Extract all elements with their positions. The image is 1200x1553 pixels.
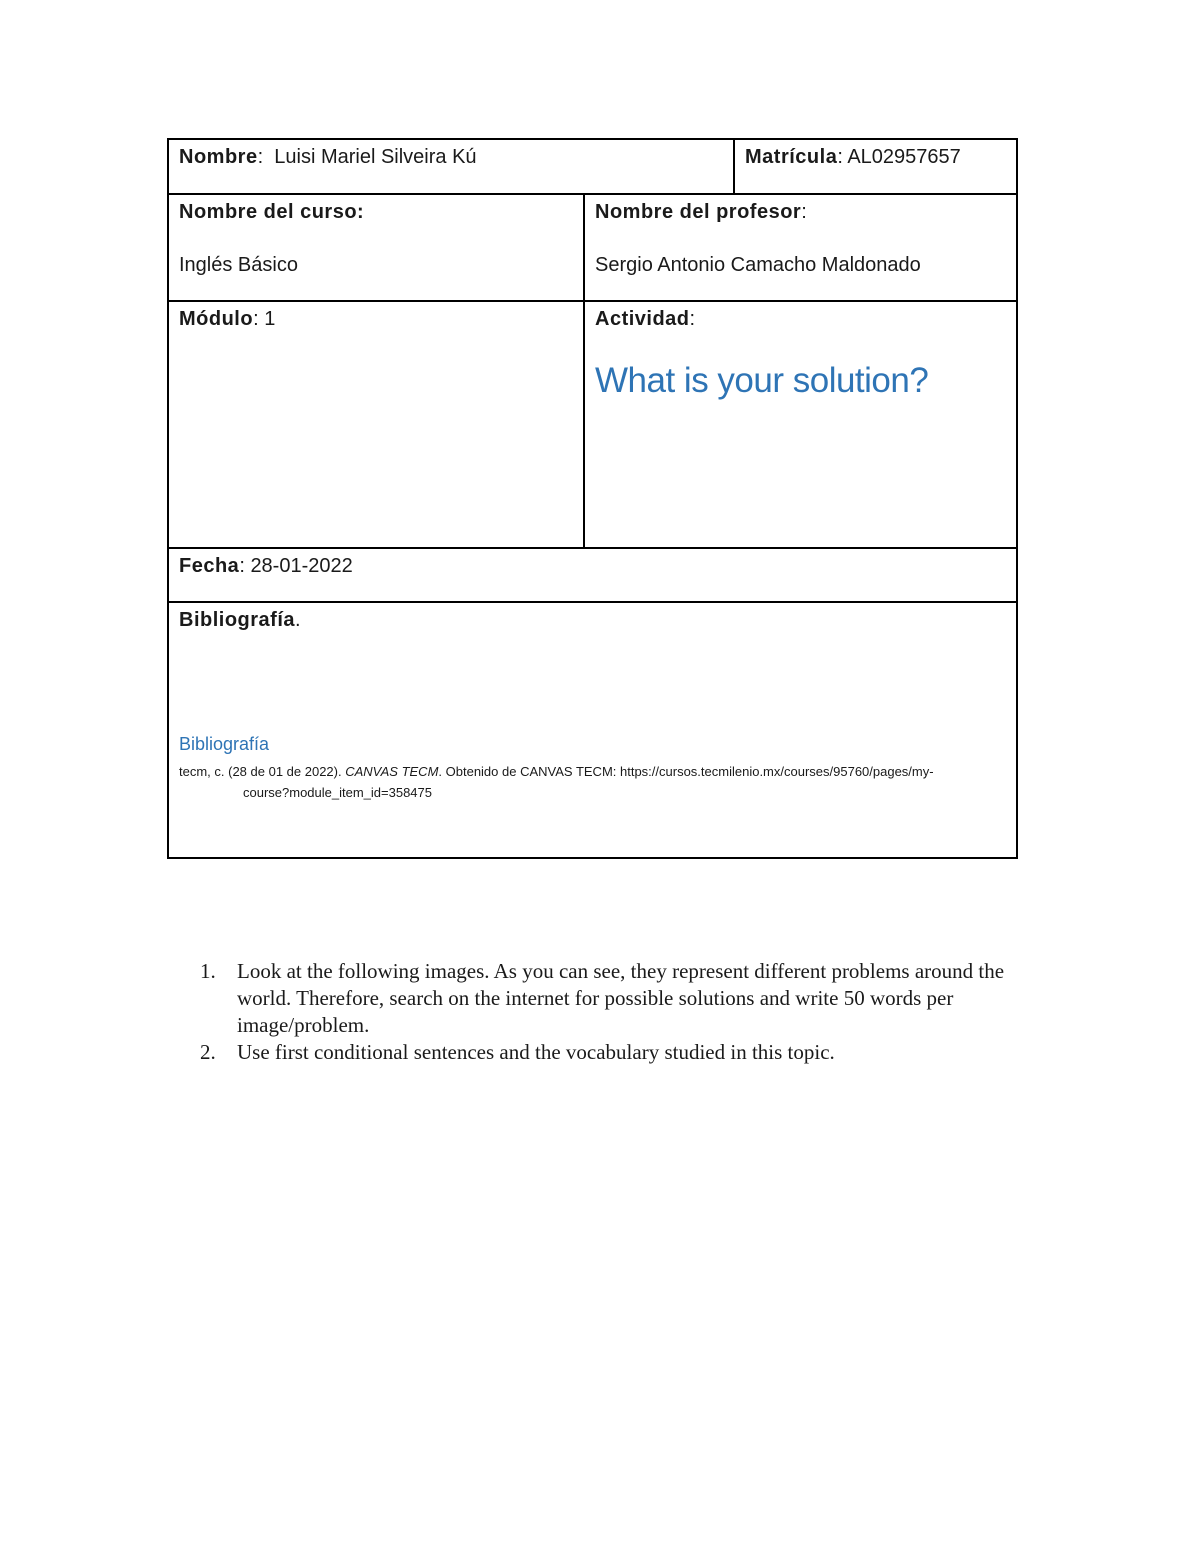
instruction-text: Look at the following images. As you can see, they represent different problems around the world. Therefore, search on the internet for possible solutions and write 50 words per image/problem. [237,959,1005,1037]
bibliografia-heading: Bibliografía [179,734,270,754]
profesor-label: Nombre del profesor [595,201,802,223]
modulo-label: Módulo [179,308,254,330]
biblio-source-cont: course?module_item_id=358475 [243,785,432,800]
nombre-cell: Nombre: Luisi Mariel Silveira Kú [168,139,734,194]
instructions-list [200,958,1040,1066]
instruction-number: 2. [200,1040,216,1064]
profesor-cell: Nombre del profesor: Sergio Antonio Camacho Maldonado [584,194,1017,301]
instruction-text: Use first conditional sentences and the vocabulary studied in this topic. [237,1040,835,1064]
matricula-value: AL02957657 [847,146,961,168]
nombre-label: Nombre [179,146,258,168]
activity-title: What is your solution? [595,361,929,400]
instruction-item [200,958,1040,1039]
biblio-source: . Obtenido de CANVAS TECM: https://cursos.tecmilenio.mx/courses/95760/pages/my- [438,764,934,779]
fecha-label: Fecha [179,555,240,577]
biblio-author-date: tecm, c. (28 de 01 de 2022). [179,764,346,779]
biblio-title: CANVAS TECM [345,764,439,779]
fecha-cell: Fecha: 28-01-2022 [168,548,1017,602]
nombre-value: Luisi Mariel Silveira Kú [274,146,477,168]
instruction-item [200,1039,1040,1066]
curso-label: Nombre del curso: [179,201,365,223]
modulo-cell: Módulo: 1 [168,301,584,548]
instruction-number: 1. [200,959,216,983]
matricula-cell: Matrícula: AL02957657 [734,139,1017,194]
profesor-value: Sergio Antonio Camacho Maldonado [595,254,921,276]
actividad-cell: Actividad: What is your solution? [584,301,1017,548]
cover-table [167,138,1018,859]
matricula-label: Matrícula [745,146,838,168]
bibliografia-label: Bibliografía [179,609,296,631]
bibliografia-cell: Bibliografía. Bibliografía tecm, c. (28 de 01 de 2022). CANVAS TECM. Obtenido de CANVAS TECM: https://cursos.tecmilenio.mx/courses/95760/pages/my- course?module_item_id=358475 [168,602,1017,858]
curso-value: Inglés Básico [179,254,298,276]
modulo-value: 1 [264,308,276,330]
curso-cell [168,194,584,301]
bibliografia-entry [179,761,1006,803]
actividad-label: Actividad [595,308,690,330]
fecha-value: 28-01-2022 [250,555,353,577]
